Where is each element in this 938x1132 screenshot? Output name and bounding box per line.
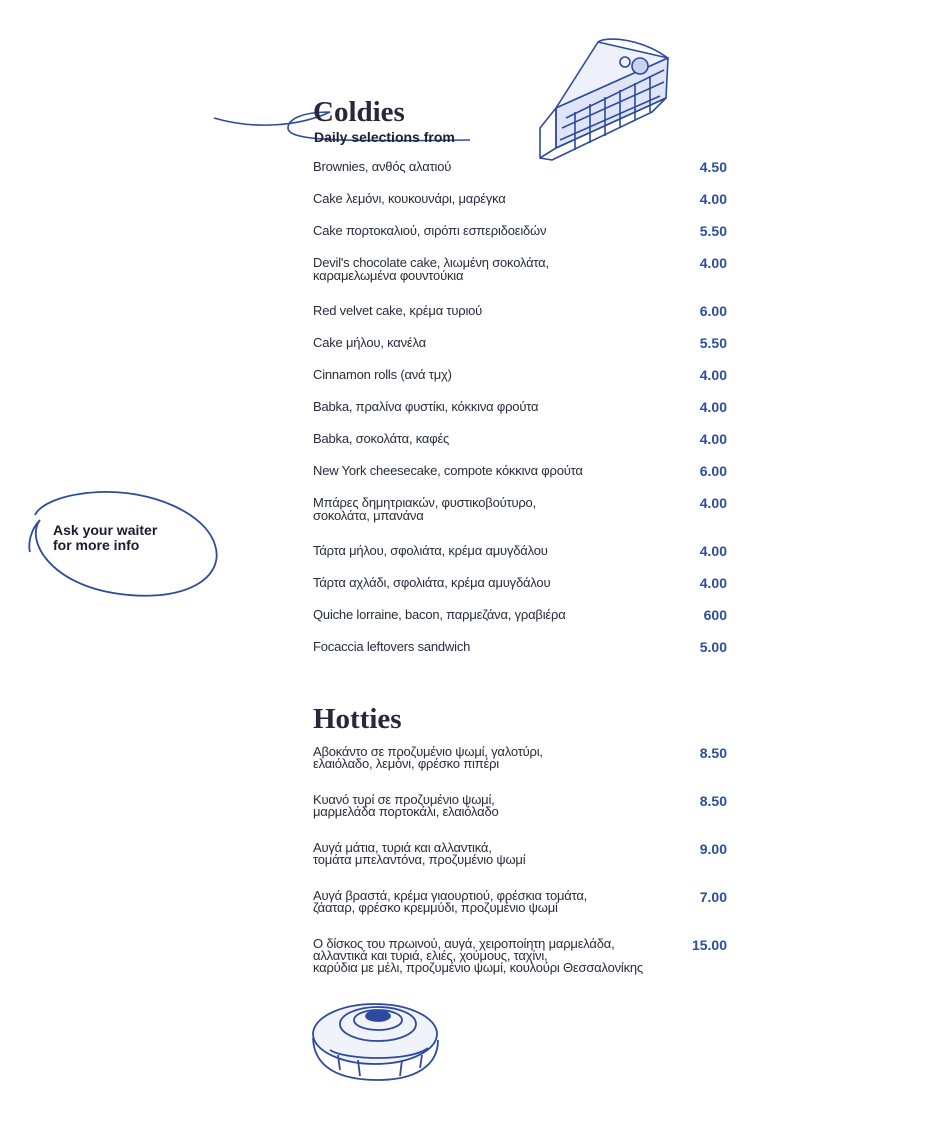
menu-item xyxy=(313,304,727,336)
item-price: 4.00 xyxy=(699,367,727,383)
menu-item xyxy=(313,576,727,608)
item-price: 4.00 xyxy=(699,495,727,511)
item-price: 5.50 xyxy=(699,223,727,239)
coldies-menu xyxy=(313,160,727,672)
hotties-menu xyxy=(313,746,727,998)
menu-item xyxy=(313,256,727,304)
menu-item xyxy=(313,224,727,256)
menu-item xyxy=(313,938,727,998)
menu-item xyxy=(313,746,727,794)
waiter-note: Ask your waiter for more info xyxy=(53,522,158,553)
menu-item xyxy=(313,336,727,368)
menu-item xyxy=(313,368,727,400)
item-name: Cake λεμόνι, κουκουνάρι, μαρέγκα xyxy=(313,191,506,206)
menu-item xyxy=(313,192,727,224)
item-name: Brownies, ανθός αλατιού xyxy=(313,159,452,174)
menu-item xyxy=(313,608,727,640)
item-name: Babka, σοκολάτα, καφές xyxy=(313,431,450,446)
item-name: Cake πορτοκαλιού, σιρόπι εσπεριδοειδών xyxy=(313,223,547,238)
item-name: Cinnamon rolls (ανά τμχ) xyxy=(313,367,452,382)
item-price: 4.00 xyxy=(699,543,727,559)
item-price: 5.00 xyxy=(699,639,727,655)
item-name: Devil's chocolate cake, λιωμένη σοκολάτα, καραμελωμένα φουντούκια xyxy=(313,255,549,283)
menu-item xyxy=(313,464,727,496)
menu-item xyxy=(313,890,727,938)
menu-item xyxy=(313,496,727,544)
item-name: Αβοκάντο σε προζυμένιο ψωμί, γαλοτύρι, ελαιόλαδο, λεμόνι, φρέσκο πιπέρι xyxy=(313,744,543,771)
item-name: Αυγά μάτια, τυριά και αλλαντικά, τομάτα μπελαντόνα, προζυμένιο ψωμί xyxy=(313,840,526,867)
item-price: 8.50 xyxy=(699,793,727,809)
item-name: Quiche lorraine, bacon, παρμεζάνα, γραβιέρα xyxy=(313,607,566,622)
item-price: 4.00 xyxy=(699,575,727,591)
item-price: 4.00 xyxy=(699,399,727,415)
hotties-title: Hotties xyxy=(313,703,402,735)
item-price: 4.50 xyxy=(699,159,727,175)
item-name: Αυγά βραστά, κρέμα γιαουρτιού, φρέσκια τομάτα, ζάαταρ, φρέσκο κρεμμύδι, προζυμένιο ψωμί xyxy=(313,888,588,915)
cake-slice-illustration xyxy=(540,39,668,160)
menu-item xyxy=(313,160,727,192)
item-price: 7.00 xyxy=(699,889,727,905)
item-name: Focaccia leftovers sandwich xyxy=(313,639,471,654)
item-price: 9.00 xyxy=(699,841,727,857)
menu-item xyxy=(313,794,727,842)
item-price: 4.00 xyxy=(699,191,727,207)
menu-item xyxy=(313,400,727,432)
item-price: 4.00 xyxy=(699,255,727,271)
item-price: 15.00 xyxy=(691,937,727,953)
menu-item xyxy=(313,432,727,464)
item-price: 600 xyxy=(703,607,727,623)
menu-item xyxy=(313,842,727,890)
menu-item xyxy=(313,544,727,576)
item-name: Κυανό τυρί σε προζυμένιο ψωμί, μαρμελάδα πορτοκάλι, ελαιόλαδο xyxy=(313,792,499,819)
coldies-title: Coldies xyxy=(313,96,405,128)
item-name: Cake μήλου, κανέλα xyxy=(313,335,426,350)
item-price: 6.00 xyxy=(699,303,727,319)
item-name: Red velvet cake, κρέμα τυριού xyxy=(313,303,483,318)
item-name: Μπάρες δημητριακών, φυστικοβούτυρο, σοκολάτα, μπανάνα xyxy=(313,495,536,523)
item-price: 4.00 xyxy=(699,431,727,447)
cinnamon-roll-illustration xyxy=(313,1004,438,1080)
menu-item xyxy=(313,640,727,672)
item-name: Babka, πραλίνα φυστίκι, κόκκινα φρούτα xyxy=(313,399,539,414)
coldies-subtitle: Daily selections from xyxy=(314,129,455,145)
item-name: New York cheesecake, compote κόκκινα φρούτα xyxy=(313,463,583,478)
item-price: 6.00 xyxy=(699,463,727,479)
item-name: Τάρτα μήλου, σφολιάτα, κρέμα αμυγδάλου xyxy=(313,543,548,558)
item-name: Ο δίσκος του πρωινού, αυγά, χειροποίητη μαρμελάδα, αλλαντικά και τυριά, ελιές, χούμους, ταχίνι, καρύδια με μέλι, προζυμένιο ψωμί, κουλούρι Θεσσαλονίκης xyxy=(313,936,643,975)
item-price: 5.50 xyxy=(699,335,727,351)
item-name: Τάρτα αχλάδι, σφολιάτα, κρέμα αμυγδάλου xyxy=(313,575,551,590)
item-price: 8.50 xyxy=(699,745,727,761)
